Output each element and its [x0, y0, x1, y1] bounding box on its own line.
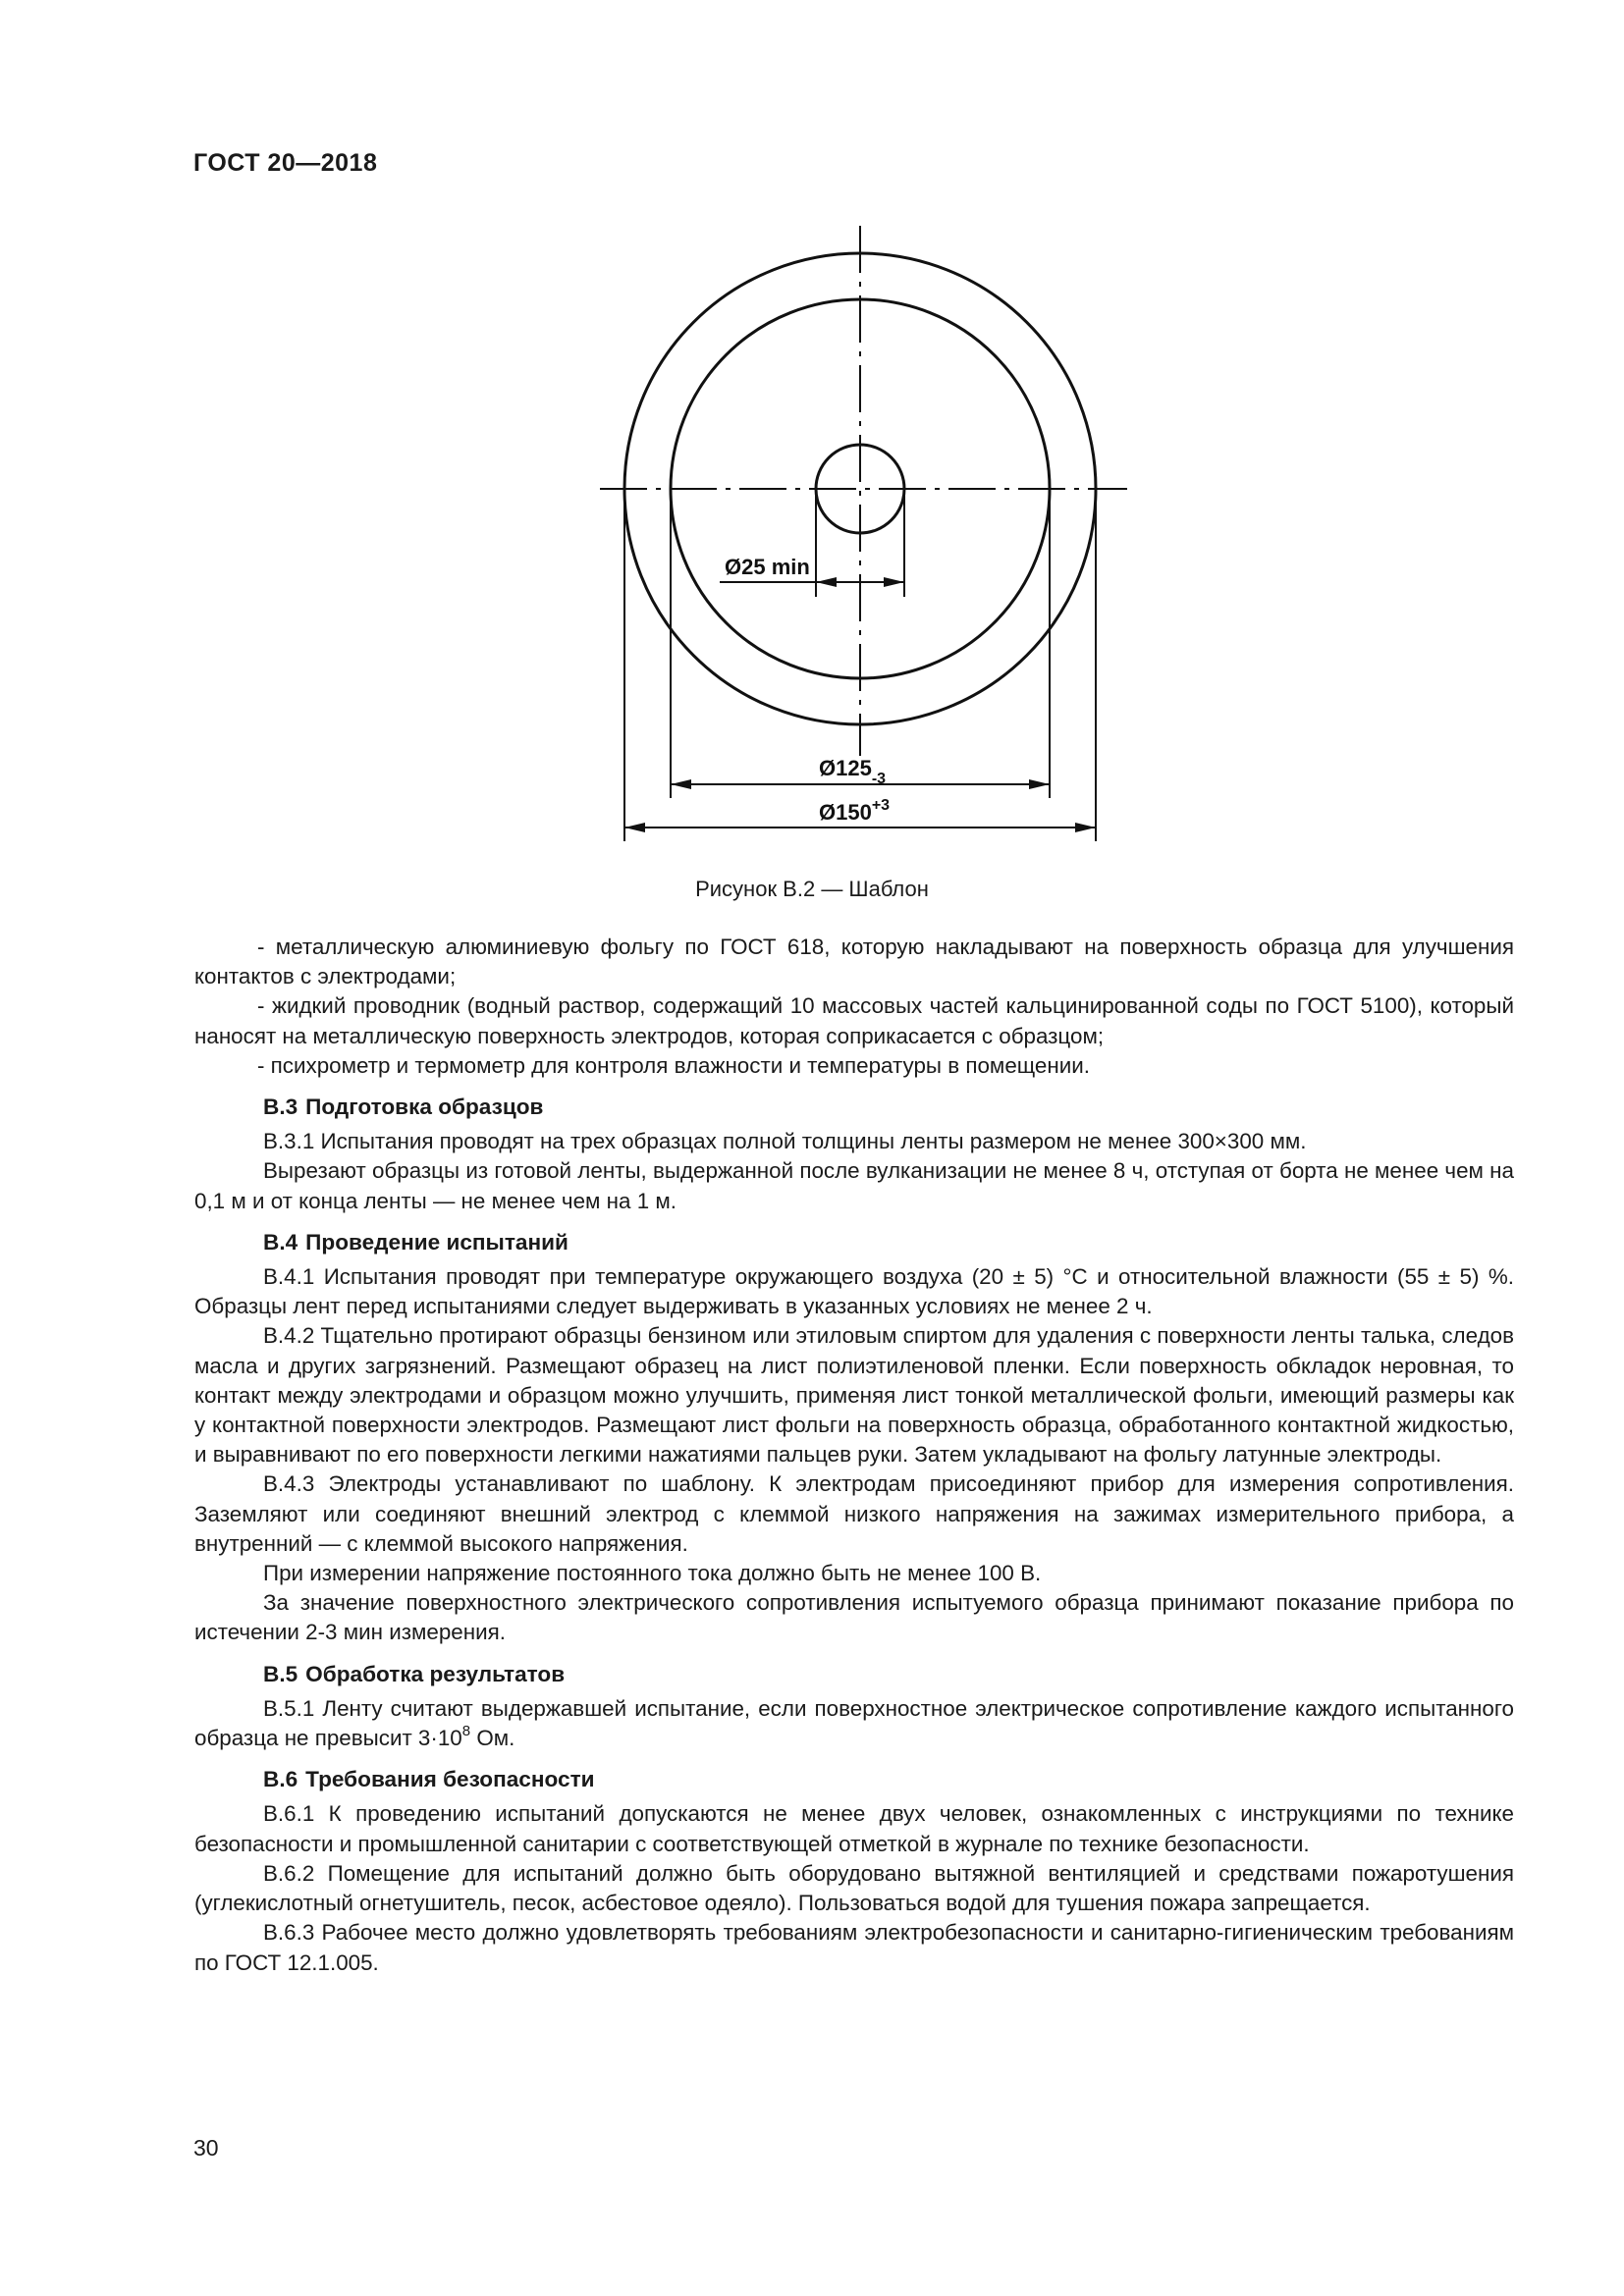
paragraph: В.6.3 Рабочее место должно удовлетворять требованиям электробезопасности и санитарно-гигиеническим требованиям по ГОСТ 12.1.005.: [194, 1920, 1514, 1975]
paragraph: В.3.1 Испытания проводят на трех образцах полной толщины ленты размером не менее 300×300 мм.: [263, 1129, 1307, 1154]
figure-caption: Рисунок В.2 — Шаблон: [695, 877, 929, 901]
outer-dimension-label: $Ø150^{+3}$: [819, 797, 891, 825]
document-header: ГОСТ 20—2018: [193, 149, 378, 177]
bullet-item: - психрометр и термометр для контроля влажности и температуры в помещении.: [257, 1052, 1090, 1078]
template-figure: [585, 226, 1135, 854]
document-body: [194, 933, 1514, 1978]
paragraph: В.6.2 Помещение для испытаний должно быть оборудовано вытяжной вентиляцией и средствами пожаротушения (углекислотный огнетушитель, песок, асбестовое одеяло). Пользоваться водой для тушения пожара запрещается.: [194, 1860, 1514, 1916]
section-heading-b6: В.6 Требования безопасности: [263, 1767, 595, 1792]
paragraph: В.4.3 Электроды устанавливают по шаблону. К электродам присоединяют прибор для измерения сопротивления. Заземляют или соединяют внешний электрод с клеммой низкого напряжения на зажимах измерительного прибора, а внутренний — с клеммой высокого напряжения.: [194, 1471, 1514, 1556]
page-number: 30: [193, 2135, 219, 2161]
bullet-item: - металлическую алюминиевую фольгу по ГОСТ 618, которую накладывают на поверхность образца для улучшения контактов с электродами;: [194, 934, 1514, 989]
section-heading-b5: В.5 Обработка результатов: [263, 1661, 566, 1686]
paragraph: В.4.1 Испытания проводят при температуре окружающего воздуха (20 ± 5) °С и относительной влажности (55 ± 5) %. Образцы лент перед испытаниями следует выдерживать в указанных условиях не менее 2 ч.: [194, 1264, 1514, 1319]
paragraph: За значение поверхностного электрического сопротивления испытуемого образца принимают показание прибора по истечении 2-3 мин измерения.: [194, 1590, 1514, 1645]
arrowhead: [1029, 779, 1050, 789]
arrowhead: [624, 823, 645, 832]
arrowhead: [671, 779, 691, 789]
inner-dimension-label: Ø25 min: [725, 555, 810, 579]
paragraph: Вырезают образцы из готовой ленты, выдержанной после вулканизации не менее 8 ч, отступая от борта не менее чем на 0,1 м и от конца ленты — не менее чем на 1 м.: [194, 1158, 1514, 1213]
paragraph: При измерении напряжение постоянного тока должно быть не менее 100 В.: [263, 1561, 1042, 1586]
arrowhead: [816, 577, 837, 587]
bullet-item: - жидкий проводник (водный раствор, содержащий 10 массовых частей кальцинированной соды по ГОСТ 5100), который наносят на металлическую поверхность электродов, которая соприкасается с образцом;: [194, 993, 1514, 1048]
section-heading-b3: В.3 Подготовка образцов: [263, 1095, 544, 1120]
middle-dimension-label: $Ø125_{-3}$: [819, 756, 887, 787]
paragraph: В.4.2 Тщательно протирают образцы бензином или этиловым спиртом для удаления с поверхности ленты талька, следов масла и других загрязнений. Размещают образец на лист полиэтиленовой пленки. Если поверхность обкладок неровная, то контакт между электродами и образцом можно улучшить, применяя лист тонкой металлической фольги, имеющий размеры как у контактной поверхности электродов. Размещают лист фольги на поверхность образца, обработанного контактной жидкостью, и выравнивают по его поверхности легкими нажатиями пальцев руки. Затем укладывают на фольгу латунные электроды.: [194, 1323, 1514, 1468]
paragraph: В.6.1 К проведению испытаний допускаются не менее двух человек, ознакомленных с инструкциями по технике безопасности и промышленной санитарии с соответствующей отметкой в журнале по технике безопасности.: [194, 1801, 1514, 1856]
section-heading-b4: В.4 Проведение испытаний: [263, 1229, 568, 1255]
paragraph: В.5.1 Ленту считают выдержавшей испытание, если поверхностное электрическое сопротивление каждого испытанного образца не превысит $3\cdot 10^8$ Ом.: [194, 1695, 1514, 1751]
arrowhead: [884, 577, 904, 587]
arrowhead: [1075, 823, 1096, 832]
template-drawing: [585, 226, 1135, 854]
